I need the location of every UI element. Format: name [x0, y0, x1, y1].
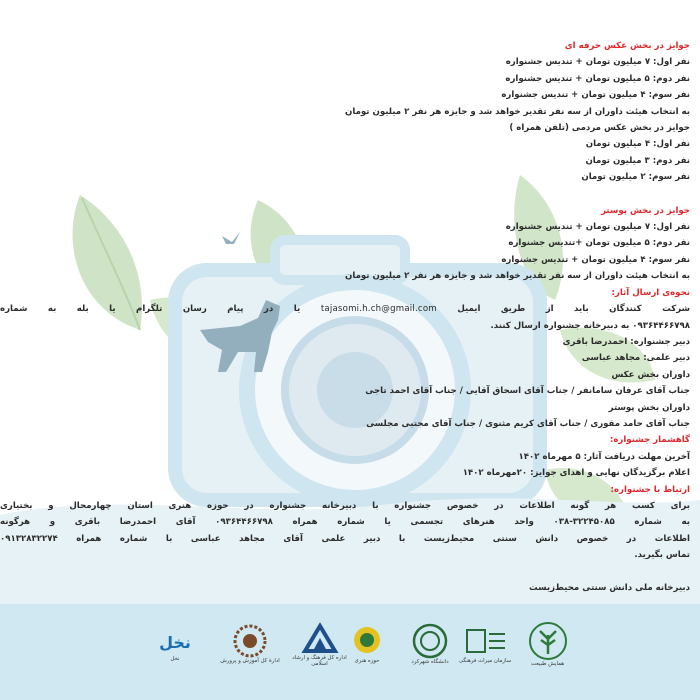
logo-label: سازمان میراث فرهنگی — [458, 658, 512, 664]
poster-line: نفر اول: ۷ میلیون تومان + تندیس جشنواره — [505, 222, 690, 233]
edu-logo — [220, 614, 280, 674]
content-text — [0, 38, 690, 596]
calendar-line: آخرین مهلت دریافت آثار: ۵ مهرماه ۱۴۰۲ — [518, 451, 690, 462]
contact-line: اطلاعات در خصوص دانش سنتی محیط‌زیست با دبیر علمی آقای مجاهد عباسی با شماره همراه ۰۹۱۳۲۸۳۲۲۷۴ — [0, 533, 690, 544]
poster-heading: جوایز در بخش پوستر — [601, 205, 690, 216]
footer-text: دبیرخانه ملی دانش سنتی محیط‌زیست — [529, 582, 690, 593]
mobile-photo-line: نفر سوم: ۲ میلیون تومان — [581, 172, 690, 183]
logo-label: همایش طبیعت — [530, 661, 565, 667]
contact-line: برای کسب هر گونه اطلاعات در خصوص جشنواره با دبیرخانه جشنواره در حوزه هنری استان چهارمحال و بختیاری — [0, 500, 690, 511]
poster-line: به انتخاب هیئت داوران از سه نفر تقدیر خواهد شد و جایزه هر نفر ۲ میلیون تومان — [345, 271, 690, 282]
nature-logo — [520, 614, 575, 674]
contact-line: به شماره ۳۲۲۴۵۰۸۵-۰۳۸ واحد هنرهای تجسمی یا شماره همراه ۰۹۳۶۴۴۶۶۷۹۸ آقای احمدرضا باقری و هرگونه — [0, 517, 690, 528]
prof-photo-heading: جوایز در بخش عکس حرفه ای — [564, 41, 690, 51]
logo-label: اداره کل فرهنگ و ارشاد اسلامی — [292, 655, 347, 667]
svg-text:نخل: نخل — [159, 633, 191, 652]
submission-line: ۰۹۳۶۴۴۶۶۷۹۸ به دبیرخانه جشنواره ارسال کنند. — [490, 320, 690, 331]
logo-label: ادارهٔ کل آموزش و پرورش — [220, 658, 280, 664]
calendar-line: اعلام برگزیدگان نهایی و اهدای جوایز: ۲۰مهرماه ۱۴۰۲ — [462, 468, 690, 479]
submission-text-start: شرکت کنندگان باید از طریق ایمیل — [457, 304, 691, 315]
credits-line: جناب آقای حامد مقوری / جناب آقای کریم مثنوی / جناب آقای مجتبی مجلسی — [366, 418, 690, 429]
submission-heading: نحوه‌ی ارسال آثار: — [611, 287, 690, 298]
email-link[interactable]: tajasomi.h.ch@gmail.com — [320, 304, 437, 315]
logo-label: دانشگاه شهرکرد — [411, 659, 449, 665]
credits-line: داوران بخش عکس — [611, 369, 690, 380]
logo-label: نخل — [170, 656, 180, 662]
prof-photo-line: به انتخاب هیئت داوران از سه نفر تقدیر خواهد شد و جایزه هر نفر ۲ میلیون تومان — [345, 106, 690, 117]
hozeh-logo — [342, 614, 392, 674]
prof-photo-line: نفر سوم: ۴ میلیون تومان + تندیس جشنواره — [501, 90, 690, 101]
contact-line: تماس بگیرید. — [634, 550, 690, 561]
prof-photo-line: نفر دوم: ۵ میلیون تومان + تندیس جشنواره — [505, 73, 690, 84]
submission-line — [0, 301, 690, 317]
mobile-photo-line: نفر اول: ۴ میلیون تومان — [585, 139, 690, 150]
credits-line: جناب آقای عرفان سامانفر / جناب آقای اسحاق آقایی / جناب آقای احمد تاجی — [365, 386, 690, 397]
prof-photo-line: نفر اول: ۷ میلیون تومان + تندیس جشنواره — [505, 57, 690, 68]
poster-line: نفر دوم: ۵ میلیون تومان +تندیس جشنواره — [508, 238, 690, 249]
university-logo — [405, 614, 455, 674]
submission-text-end: یا در پیام رسان تلگرام یا بله به شماره — [0, 304, 301, 315]
credits-line: داوران بخش پوستر — [608, 402, 690, 413]
mobile-photo-line: نفر دوم: ۳ میلیون تومان — [585, 155, 690, 166]
credits-line: دبیر علمی: مجاهد عباسی — [581, 353, 690, 364]
credits-line: دبیر جشنواره: احمدرضا باقری — [562, 336, 690, 347]
contact-heading: ارتباط با جشنواره: — [610, 484, 690, 495]
logo-strip — [0, 604, 700, 700]
nakhl-logo — [150, 614, 200, 674]
heritage-logo — [455, 614, 515, 674]
calendar-heading: گاهشمار جشنواره: — [609, 435, 690, 446]
logo-label: حوزه هنری — [354, 658, 380, 664]
mobile-photo-heading: جوایز در بخش عکس مردمی (تلفن همراه ) — [509, 123, 690, 134]
poster-line: نفر سوم: ۴ میلیون تومان + تندیس جشنواره — [501, 254, 690, 265]
